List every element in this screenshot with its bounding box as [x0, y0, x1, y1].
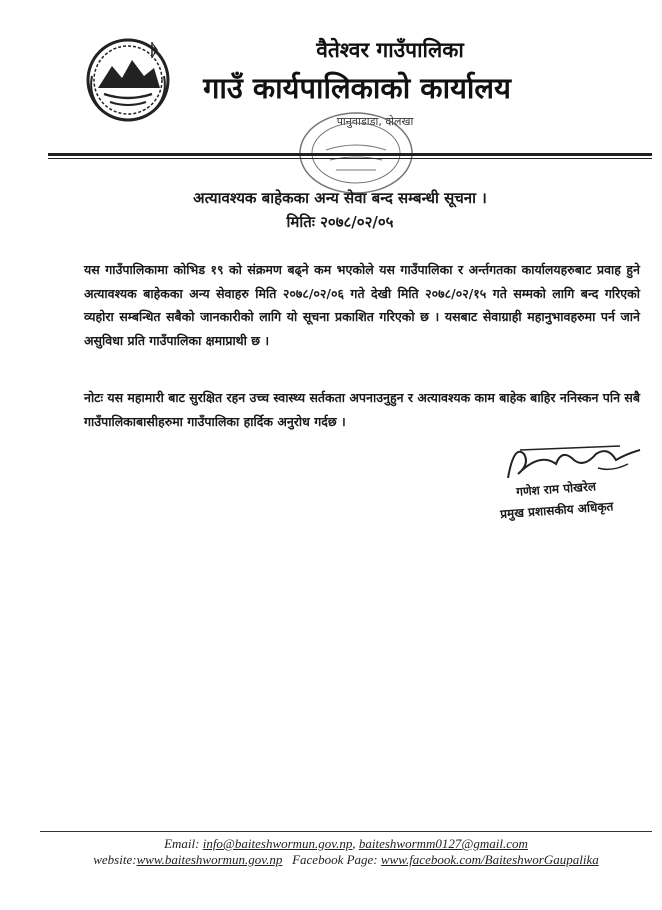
- facebook-link[interactable]: www.facebook.com/BaiteshworGaupalika: [380, 852, 599, 867]
- footer-rule: [40, 831, 652, 832]
- website-link[interactable]: www.baiteshwormun.gov.np: [136, 852, 283, 867]
- email-link-2[interactable]: baiteshwormm0127@gmail.com: [358, 836, 528, 851]
- office-name: वैतेश्वर गाउँपालिका: [316, 38, 464, 62]
- notice-subject: अत्यावश्यक बाहेकका अन्य सेवा बन्द सम्बन्धी सूचना ।: [193, 189, 487, 207]
- website-label: website:: [93, 852, 137, 867]
- signer-name: गणेश राम पोखरेल: [515, 479, 597, 499]
- footer-web-line: [40, 852, 652, 868]
- nepal-emblem-icon: [82, 36, 174, 124]
- header-rule-thin: [48, 158, 652, 159]
- notice-paragraph-1: यस गाउँपालिकामा कोभिड १९ को संक्रमण बढ्ने कम भएकोले यस गाउँपालिका र अर्न्तगतका कार्यालयहरुबाट प्रवाह हुने अत्यावश्यक बाहेकका अन्य सेवाहरु मिति २०७८/०२/०६ गते देखी मिति २०७८/०२/१५ गते सम्मको लागि बन्द गरिएको व्यहोरा सम्बन्धित सबैको जानकारीको लागि यो सूचना प्रकाशित गरिएको छ । यसबाट सेवाग्राही महानुभावहरुमा पर्न जाने असुविधा प्रति गाउँपालिका क्षमाप्राथी छ ।: [84, 262, 640, 348]
- email-label: Email:: [164, 836, 200, 851]
- notice-date: मितिः २०७८/०२/०५: [286, 213, 394, 231]
- facebook-label: Facebook Page:: [292, 852, 378, 867]
- email-link-1[interactable]: info@baiteshwormun.gov.np: [202, 836, 353, 851]
- footer-email-line: [40, 836, 652, 852]
- header-rule-thick: [48, 153, 652, 156]
- office-title: गाउँ कार्यपालिकाको कार्यालय: [203, 71, 511, 105]
- office-address: पानुवाडाडा, दोलखा: [336, 115, 414, 128]
- notice-paragraph-2: नोटः यस महामारी बाट सुरक्षित रहन उच्च स्वास्थ्य सर्तकता अपनाउनुहुन र अत्यावश्यक काम बाहेक बाहिर ननिस्कन पनि सबै गाउँपालिकाबासीहरुमा गाउँपालिका हार्दिक अनुरोध गर्दछ ।: [84, 390, 640, 429]
- email-separator: ,: [352, 836, 356, 851]
- signer-title: प्रमुख प्रशासकीय अधिकृत: [499, 499, 614, 522]
